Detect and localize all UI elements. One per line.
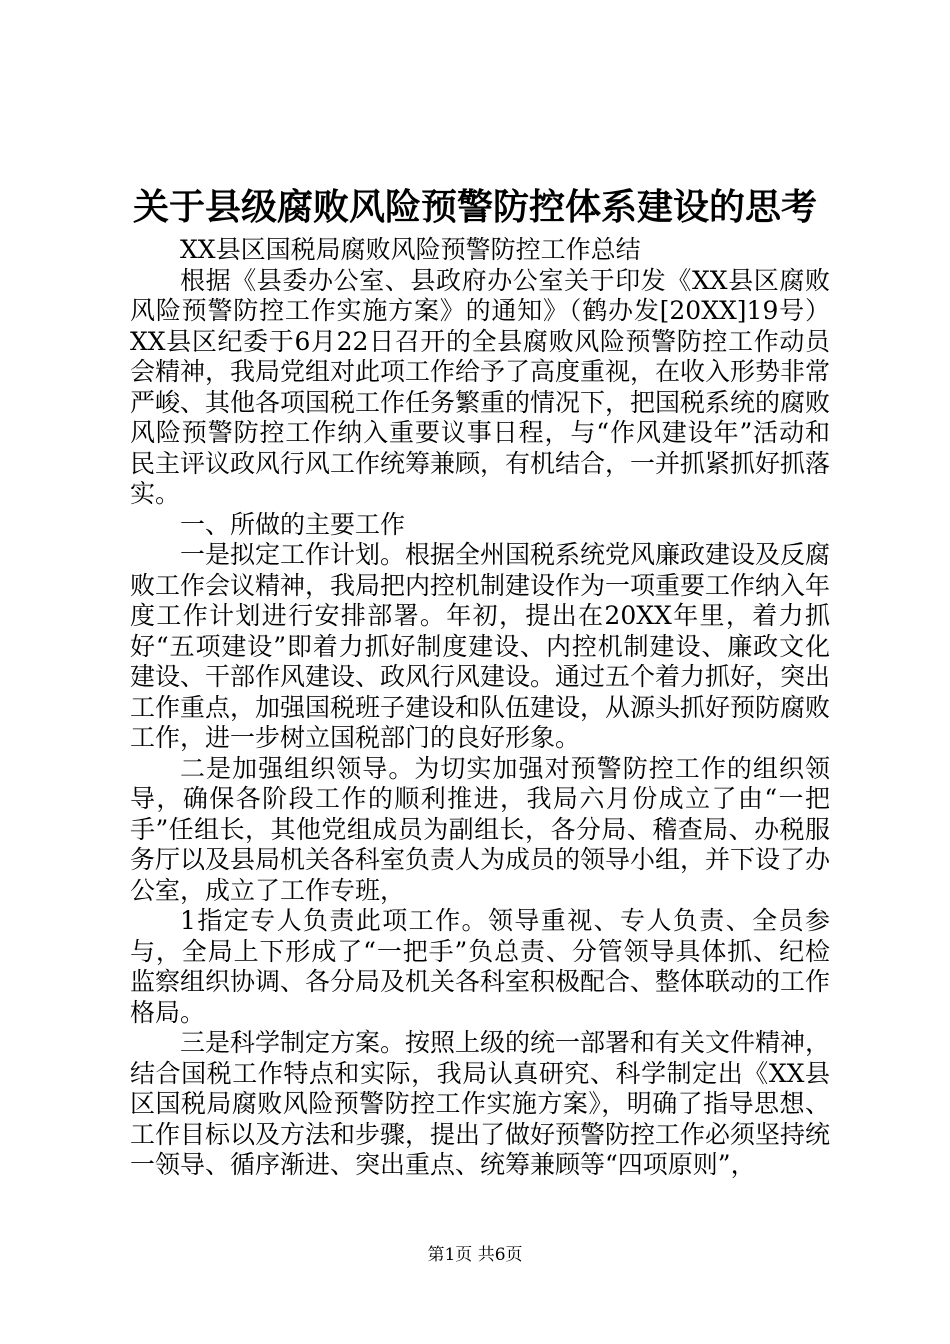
paragraph-subtitle: XX县区国税局腐败风险预警防控工作总结 bbox=[180, 235, 641, 264]
paragraph: 一是拟定工作计划。根据全州国税系统党风廉政建设及反腐败工作会议精神，我局把内控机制建设作为一项重要工作纳入年度工作计划进行安排部署。年初，提出在20XX年里，着力抓好“五项建设”即着力抓好制度建设、内控机制建设、廉政文化建设、干部作风建设、政风行风建设。通过五个着力抓好，突出工作重点，加强国税班子建设和队伍建设，从源头抓好预防腐败工作，进一步树立国税部门的良好形象。 bbox=[130, 540, 831, 752]
document-body bbox=[130, 235, 830, 1181]
page-number-footer: 第1页 共6页 bbox=[427, 1245, 523, 1265]
paragraph: 1指定专人负责此项工作。领导重视、专人负责、全员参与，全局上下形成了“一把手”负总责、分管领导具体抓、纪检监察组织协调、各分局及机关各科室积极配合、整体联动的工作格局。 bbox=[130, 906, 831, 1027]
paragraph: 二是加强组织领导。为切实加强对预警防控工作的组织领导，确保各阶段工作的顺利推进，我局六月份成立了由“一把手”任组长，其他党组成员为副组长，各分局、稽查局、办税服务厅以及县局机关各科室负责人为成员的领导小组，并下设了办公室，成立了工作专班， bbox=[130, 753, 831, 905]
section-heading: 一、所做的主要工作 bbox=[180, 509, 406, 539]
paragraph: 三是科学制定方案。按照上级的统一部署和有关文件精神，结合国税工作特点和实际，我局认真研究、科学制定出《XX县区国税局腐败风险预警防控工作实施方案》，明确了指导思想、工作目标以及方法和步骤，提出了做好预警防控工作必须坚持统一领导、循序渐进、突出重点、统筹兼顾等“四项原则”， bbox=[130, 1028, 831, 1179]
paragraph: 根据《县委办公室、县政府办公室关于印发《XX县区腐败风险预警防控工作实施方案》的通知》（鹤办发[20XX]19号）XX县区纪委于6月22日召开的全县腐败风险预警防控工作动员会精神，我局党组对此项工作给予了高度重视，在收入形势非常严峻、其他各项国税工作任务繁重的情况下，把国税系统的腐败风险预警防控工作纳入重要议事日程，与“作风建设年”活动和民主评议政风行风工作统筹兼顾，有机结合，一并抓紧抓好抓落实。 bbox=[130, 265, 831, 508]
document-title: 关于县级腐败风险预警防控体系建设的思考 bbox=[132, 186, 817, 228]
